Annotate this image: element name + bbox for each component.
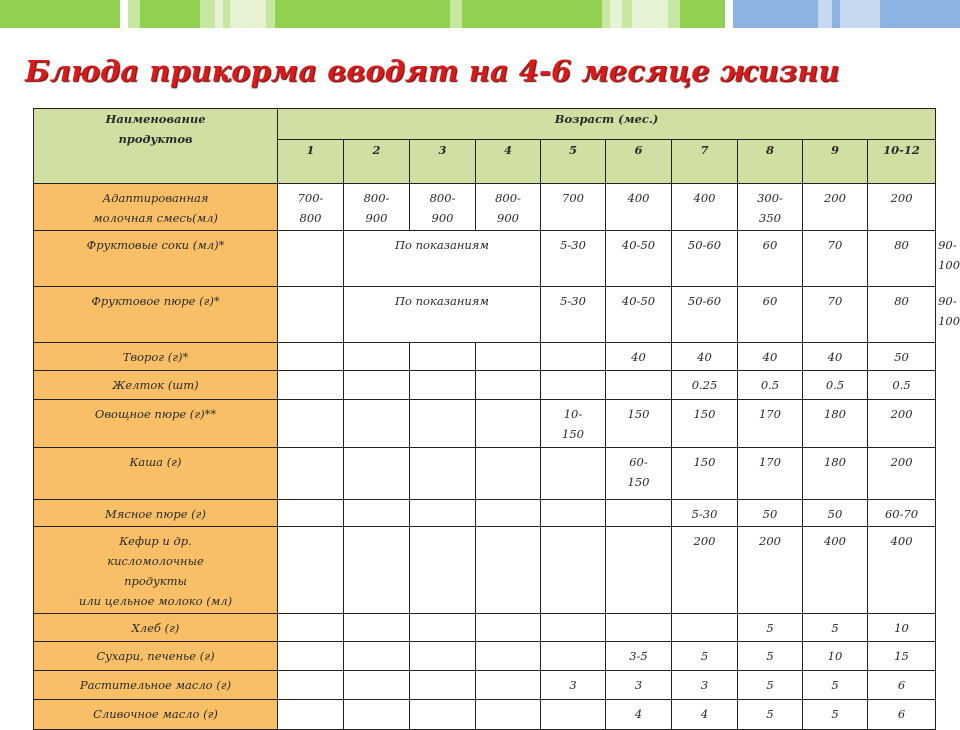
table-cell	[344, 642, 410, 671]
product-name: Кефир и др. кисломолочные продукты или цельное молоко (мл)	[34, 527, 278, 614]
header-month: 2	[344, 140, 410, 184]
table-cell: 200	[868, 400, 936, 448]
table-cell	[278, 448, 344, 500]
top-bar-green-stripe	[632, 0, 668, 28]
table-cell: 60	[738, 231, 803, 287]
table-cell	[278, 642, 344, 671]
table-cell: 200	[672, 527, 738, 614]
table-cell: 40-50	[606, 287, 672, 343]
table-cell	[606, 614, 672, 642]
table-row: Фруктовое пюре (г)* По показаниям 5-30 40-50 50-60 60 70 80 90- 100	[34, 287, 936, 343]
table-cell	[410, 614, 476, 642]
header-month: 7	[672, 140, 738, 184]
table-cell	[606, 527, 672, 614]
header-product-name	[34, 109, 278, 184]
table-cell: 5-30	[541, 231, 606, 287]
table-row	[34, 371, 936, 400]
table-cell	[541, 448, 606, 500]
table-cell: 200	[803, 184, 868, 231]
table-cell	[410, 671, 476, 700]
table-cell	[476, 500, 541, 527]
product-name: Сливочное масло (г)	[34, 700, 278, 730]
table-cell: 200	[868, 184, 936, 231]
table-cell	[278, 700, 344, 730]
product-name: Мясное пюре (г)	[34, 500, 278, 527]
table-cell: 40	[803, 343, 868, 371]
product-name-line: молочная смесь	[93, 211, 193, 225]
table-cell: 170	[738, 448, 803, 500]
header-month: 6	[606, 140, 672, 184]
table-cell: 800- 900	[410, 184, 476, 231]
table-cell: 40	[738, 343, 803, 371]
top-bar-blue-stripe	[818, 0, 832, 28]
header-age: Возраст (мес.)	[278, 109, 936, 140]
table-cell: 10- 150	[541, 400, 606, 448]
table-cell	[541, 371, 606, 400]
table-row	[34, 642, 936, 671]
table-cell	[278, 671, 344, 700]
table-cell: 4	[606, 700, 672, 730]
header-product-line1: Наименование	[105, 112, 206, 126]
table-cell: 180	[803, 448, 868, 500]
table-row: Фруктовые соки (мл)* По показаниям 5-30 40-50 50-60 60 70 80 90- 100	[34, 231, 936, 287]
table-cell	[606, 371, 672, 400]
table-cell: 400	[672, 184, 738, 231]
table-row	[34, 448, 936, 500]
product-name: Фруктовое пюре (г)*	[34, 287, 278, 343]
table-cell: 4	[672, 700, 738, 730]
table-cell: 10	[803, 642, 868, 671]
table-cell: 300- 350	[738, 184, 803, 231]
product-name-line: Адаптированная	[102, 191, 209, 205]
table-cell: 3	[606, 671, 672, 700]
table-cell: 5	[803, 671, 868, 700]
table-cell: 5	[738, 614, 803, 642]
table-cell	[606, 500, 672, 527]
table-cell: 80	[868, 231, 936, 287]
table-cell	[344, 527, 410, 614]
table-cell-span: По показаниям	[344, 231, 541, 287]
table-cell: 180	[803, 400, 868, 448]
table-cell: 150	[606, 400, 672, 448]
table-cell-span: По показаниям	[344, 287, 541, 343]
table-cell: 5-30	[541, 287, 606, 343]
table-row	[34, 500, 936, 527]
product-unit: (мл)	[192, 211, 218, 225]
table-cell: 400	[868, 527, 936, 614]
table-cell: 3	[672, 671, 738, 700]
table-cell: 700	[541, 184, 606, 231]
table-cell	[410, 371, 476, 400]
header-month: 3	[410, 140, 476, 184]
top-bar-green-stripe	[462, 0, 602, 28]
table-cell: 50-60	[672, 231, 738, 287]
top-bar-green-stripe	[275, 0, 450, 28]
table-cell	[278, 343, 344, 371]
product-name: Овощное пюре (г)**	[34, 400, 278, 448]
table-cell	[476, 400, 541, 448]
table-cell	[278, 400, 344, 448]
table-row	[34, 184, 936, 231]
table-cell	[344, 343, 410, 371]
table-cell	[278, 500, 344, 527]
table-row	[34, 343, 936, 371]
table-cell	[476, 642, 541, 671]
table-cell	[476, 527, 541, 614]
table-cell: 5	[738, 642, 803, 671]
table-cell	[410, 343, 476, 371]
table-cell	[344, 700, 410, 730]
table-cell	[541, 642, 606, 671]
table-cell: 3	[541, 671, 606, 700]
product-name: Фруктовые соки (мл)*	[34, 231, 278, 287]
table-cell: 40-50	[606, 231, 672, 287]
product-name: Растительное масло (г)	[34, 671, 278, 700]
table-cell	[672, 614, 738, 642]
table-cell: 50-60	[672, 287, 738, 343]
top-bar-green-stripe	[215, 0, 223, 28]
product-name: Сухари, печенье (г)	[34, 642, 278, 671]
top-bar-green-stripe	[610, 0, 622, 28]
table-cell	[541, 343, 606, 371]
table-cell	[278, 371, 344, 400]
table-cell	[476, 371, 541, 400]
top-bar-green	[0, 0, 120, 28]
header-month: 5	[541, 140, 606, 184]
table-cell: 0.5	[738, 371, 803, 400]
table-cell: 0.25	[672, 371, 738, 400]
table-cell: 10	[868, 614, 936, 642]
table-cell	[541, 614, 606, 642]
table-cell	[476, 343, 541, 371]
header-month: 1	[278, 140, 344, 184]
table-cell	[541, 700, 606, 730]
table-cell	[344, 400, 410, 448]
table-cell: 5	[803, 700, 868, 730]
table-cell	[476, 448, 541, 500]
table-cell	[344, 448, 410, 500]
table-cell	[278, 614, 344, 642]
table-cell: 50	[738, 500, 803, 527]
table-cell: 15	[868, 642, 936, 671]
table-cell: 150	[672, 448, 738, 500]
table-cell	[476, 700, 541, 730]
table-cell	[410, 500, 476, 527]
table-cell	[410, 642, 476, 671]
product-name	[34, 184, 278, 231]
top-bar-green-stripe	[230, 0, 266, 28]
table-cell: 400	[606, 184, 672, 231]
table-cell: 40	[606, 343, 672, 371]
table-cell	[278, 231, 344, 287]
table-cell	[476, 671, 541, 700]
table-row	[34, 400, 936, 448]
table-cell	[344, 671, 410, 700]
table-cell: 400	[803, 527, 868, 614]
table-cell	[344, 371, 410, 400]
table-cell: 200	[868, 448, 936, 500]
table-cell: 5-30	[672, 500, 738, 527]
table-cell: 50	[868, 343, 936, 371]
table-cell: 80	[868, 287, 936, 343]
table-cell: 150	[672, 400, 738, 448]
table-cell	[410, 527, 476, 614]
table-cell: 70	[803, 231, 868, 287]
table-cell: 700- 800	[278, 184, 344, 231]
table-cell	[410, 400, 476, 448]
header-month: 9	[803, 140, 868, 184]
slide-title: Блюда прикорма вводят на 4-6 месяце жизни	[25, 54, 840, 88]
header-month: 4	[476, 140, 541, 184]
table-cell: 70	[803, 287, 868, 343]
table-cell: 5	[738, 700, 803, 730]
table-cell: 50	[803, 500, 868, 527]
table-cell: 40	[672, 343, 738, 371]
table-row	[34, 671, 936, 700]
table-cell	[541, 527, 606, 614]
table-row	[34, 614, 936, 642]
table-cell	[541, 500, 606, 527]
table-cell	[410, 448, 476, 500]
top-bar-green-stripe	[140, 0, 200, 28]
table-cell: 6	[868, 671, 936, 700]
table-cell: 60	[738, 287, 803, 343]
table-cell: 200	[738, 527, 803, 614]
table-row	[34, 527, 936, 614]
table-row	[34, 700, 936, 730]
table-cell: 170	[738, 400, 803, 448]
product-name: Творог (г)*	[34, 343, 278, 371]
table-cell	[410, 700, 476, 730]
table-cell	[278, 527, 344, 614]
table-cell	[278, 287, 344, 343]
table-cell: 800- 900	[476, 184, 541, 231]
table-cell: 5	[803, 614, 868, 642]
top-bar-blue-stripe	[840, 0, 880, 28]
header-month: 8	[738, 140, 803, 184]
table-cell	[344, 500, 410, 527]
header-month: 10-12	[868, 140, 936, 184]
table-cell: 60- 150	[606, 448, 672, 500]
table-cell	[476, 614, 541, 642]
product-name: Каша (г)	[34, 448, 278, 500]
header-product-line2: продуктов	[118, 132, 193, 146]
table-cell: 0.5	[868, 371, 936, 400]
table-cell: 6	[868, 700, 936, 730]
product-name: Хлеб (г)	[34, 614, 278, 642]
top-bar-green-stripe	[680, 0, 725, 28]
product-name: Желток (шт)	[34, 371, 278, 400]
table-cell: 800- 900	[344, 184, 410, 231]
feeding-table	[33, 108, 960, 730]
table-cell: 0.5	[803, 371, 868, 400]
table-cell: 3-5	[606, 642, 672, 671]
table-cell: 5	[672, 642, 738, 671]
table-cell: 60-70	[868, 500, 936, 527]
table-cell: 5	[738, 671, 803, 700]
table-cell	[344, 614, 410, 642]
